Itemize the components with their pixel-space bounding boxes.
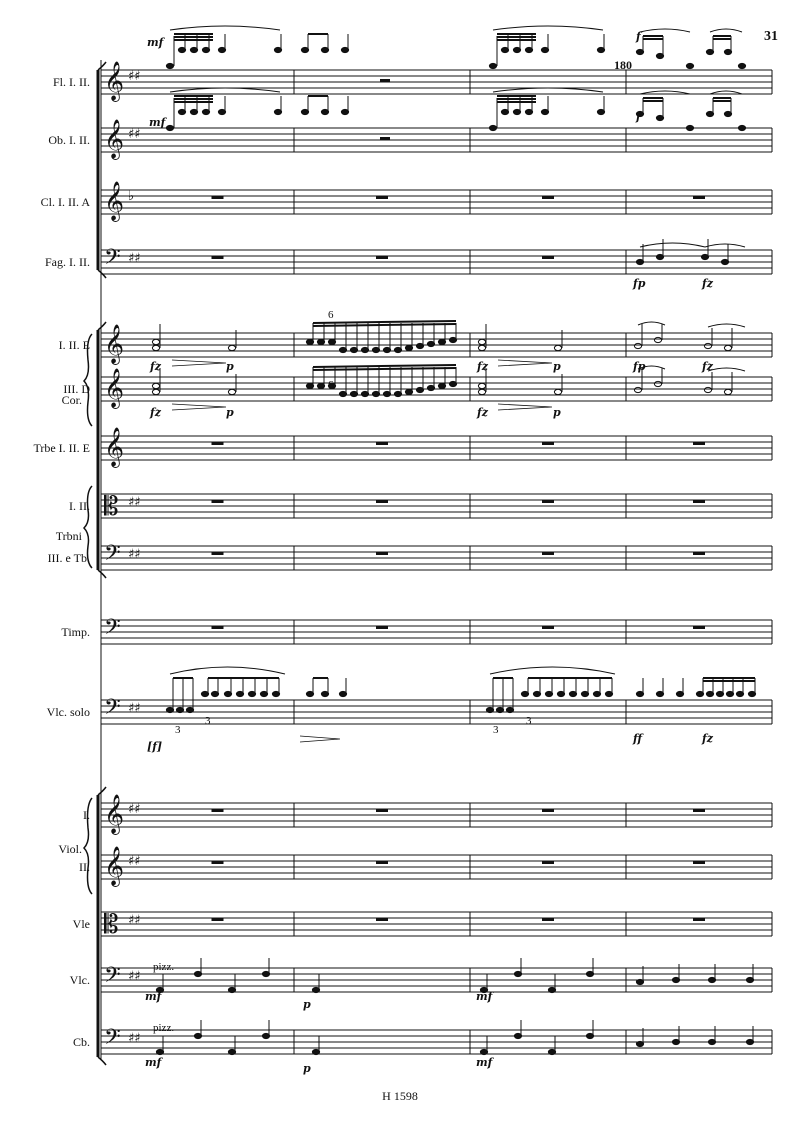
instrument-label: Ob. I. II. (48, 133, 90, 147)
key-signature: ♯♯ (128, 701, 141, 716)
note-head (738, 125, 745, 130)
slur (705, 244, 745, 247)
whole-rest (693, 196, 705, 199)
instrument-label: II. (79, 860, 90, 874)
slur (170, 667, 285, 674)
decrescendo-hairpin (172, 360, 226, 366)
treble-clef-icon: 𝄞 (104, 119, 125, 159)
whole-rest (693, 861, 705, 864)
note-head (554, 345, 561, 350)
key-signature: ♭ (128, 189, 135, 204)
pizz-cb: pizz. (153, 1022, 175, 1034)
instrument-label: III. D (63, 382, 90, 396)
treble-clef-icon: 𝄞 (104, 427, 125, 467)
whole-rest (542, 442, 554, 445)
note-head (478, 383, 485, 388)
dynamic-f-oboe: f (636, 110, 641, 123)
note-head (489, 125, 496, 130)
whole-rest (542, 861, 554, 864)
key-signature: ♯♯ (128, 913, 141, 928)
sextuplet-mark: 6 (328, 309, 334, 321)
note-head (478, 389, 485, 394)
note-head (152, 383, 159, 388)
note-head (686, 125, 693, 130)
note-head (478, 345, 485, 350)
text-markings (153, 309, 532, 1034)
half-rest (380, 79, 390, 82)
key-signature: ♯♯ (128, 802, 141, 817)
beam (313, 324, 456, 326)
group-label-violins: Viol. (58, 842, 82, 856)
treble-clef-icon: 𝄞 (104, 324, 125, 364)
key-signature: ♯♯ (128, 127, 141, 142)
dynamic-p-cor1: p (226, 360, 234, 373)
dynamic-mf-oboe: mf (149, 116, 166, 129)
bass-clef-icon: 𝄢 (104, 245, 121, 275)
dynamic-fz-cor3: fz (150, 406, 161, 419)
instrument-label: Vlc. solo (46, 705, 90, 719)
whole-rest (542, 500, 554, 503)
dynamic-mf-vlc: mf (145, 990, 162, 1003)
note-head (686, 63, 693, 68)
instrument-label: Fl. I. II. (53, 75, 90, 89)
whole-rest (212, 552, 224, 555)
whole-rest (376, 196, 388, 199)
dynamic-fz-cor1b: fz (477, 360, 488, 373)
dynamic-mf-flute: mf (147, 36, 164, 49)
whole-rest (212, 442, 224, 445)
dynamic-mf-cb2: mf (476, 1056, 493, 1069)
bar-lines (294, 70, 772, 1054)
bass-clef-icon: 𝄢 (104, 963, 121, 993)
slur (170, 26, 280, 30)
treble-clef-icon: 𝄞 (104, 794, 125, 834)
slur (708, 324, 745, 327)
triplet-mark: 3 (205, 715, 211, 727)
key-signature: ♯♯ (128, 547, 141, 562)
bass-clef-icon: 𝄢 (104, 615, 121, 645)
decrescendo-hairpin (172, 404, 226, 410)
note-head (152, 389, 159, 394)
instrument-label: Fag. I. II. (45, 255, 90, 269)
whole-rest (376, 500, 388, 503)
note-head (152, 339, 159, 344)
slur (710, 29, 742, 32)
slur (490, 667, 615, 674)
key-signature: ♯♯ (128, 1031, 141, 1046)
slur (640, 29, 690, 32)
whole-rest (542, 918, 554, 921)
whole-rest (693, 442, 705, 445)
note-head (166, 63, 173, 68)
whole-rest (376, 918, 388, 921)
whole-rest (693, 918, 705, 921)
whole-rest (542, 196, 554, 199)
rehearsal-number: 180 (614, 58, 632, 72)
instrument-labels (33, 75, 90, 1049)
whole-rest (376, 256, 388, 259)
beam (313, 365, 456, 367)
whole-rest (693, 809, 705, 812)
note-head (724, 389, 731, 394)
whole-rest (376, 809, 388, 812)
slur (640, 243, 705, 247)
slur (493, 26, 603, 30)
triplet-mark: 3 (175, 724, 181, 736)
dynamic-p-cor1b: p (553, 360, 561, 373)
note-head (228, 345, 235, 350)
decrescendo-hairpin (498, 404, 552, 410)
group-label-trombones: Trbni (55, 529, 82, 543)
note-head (166, 125, 173, 130)
key-signature: ♯♯ (128, 854, 141, 869)
slur (493, 88, 603, 92)
note-head (634, 343, 641, 348)
instrument-label: I. II. (69, 499, 90, 513)
bass-clef-icon: 𝄢 (104, 695, 121, 725)
key-signature: ♯♯ (128, 69, 141, 84)
dynamic-fp-fag: fp (633, 277, 646, 290)
treble-clef-icon: 𝄞 (104, 368, 125, 408)
instrument-label: Vlc. (69, 973, 90, 987)
whole-rest (212, 500, 224, 503)
beam (313, 321, 456, 323)
instrument-label: I. II. E (58, 338, 90, 352)
whole-rest (212, 626, 224, 629)
dynamic-fz-solo: fz (702, 732, 713, 745)
dynamic-fz-cor1: fz (150, 360, 161, 373)
instrument-label: Vle (72, 917, 90, 931)
note-head (478, 339, 485, 344)
decrescendo-hairpin (300, 736, 340, 742)
bass-clef-icon: 𝄢 (104, 541, 121, 571)
decrescendo-hairpin (498, 360, 552, 366)
whole-rest (542, 256, 554, 259)
dynamic-fz-cor3b: fz (477, 406, 488, 419)
note-head (654, 337, 661, 342)
pizz-vlc: pizz. (153, 961, 175, 973)
key-signature: ♯♯ (128, 251, 141, 266)
alto-clef-icon: 𝄡 (104, 910, 119, 940)
note-head (654, 381, 661, 386)
whole-rest (376, 626, 388, 629)
bass-clef-icon: 𝄢 (104, 1025, 121, 1055)
dynamic-p-cor3: p (226, 406, 234, 419)
note-head (634, 387, 641, 392)
dynamic-p-cb: p (303, 1062, 311, 1075)
whole-rest (693, 626, 705, 629)
instrument-label: III. e Tb. (47, 551, 90, 565)
slur (708, 368, 745, 371)
note-head (152, 345, 159, 350)
dynamic-f-flute: f (636, 30, 641, 43)
whole-rest (212, 809, 224, 812)
treble-clef-icon: 𝄞 (104, 181, 125, 221)
treble-clef-icon: 𝄞 (104, 61, 125, 101)
key-signature: ♯♯ (128, 969, 141, 984)
note-head (704, 343, 711, 348)
whole-rest (376, 442, 388, 445)
note-head (738, 63, 745, 68)
note-head (724, 345, 731, 350)
whole-rest (376, 861, 388, 864)
instrument-label: I. (83, 808, 90, 822)
beam (313, 368, 456, 370)
group-label-horns: Cor. (61, 393, 82, 407)
treble-clef-icon: 𝄞 (104, 846, 125, 886)
footer-plate-number: H 1598 (382, 1089, 418, 1103)
dynamic-mf-vlc2: mf (476, 990, 493, 1003)
woodwind-notes (152, 26, 755, 1055)
staff-lines (101, 70, 772, 1054)
tenor-clef-icon: 𝄡 (104, 492, 119, 522)
triplet-mark: 3 (526, 715, 532, 727)
instrument-label: Cl. I. II. A (40, 195, 90, 209)
instrument-label: Trbe I. II. E (33, 441, 90, 455)
half-rest (380, 137, 390, 140)
note-head (554, 389, 561, 394)
dynamic-p-vlc: p (303, 998, 311, 1011)
whole-rest (212, 196, 224, 199)
page-number: 31 (764, 29, 778, 44)
dynamic-fz-cor: fz (702, 360, 713, 373)
whole-rest (212, 861, 224, 864)
dynamic-fp-cor: fp (633, 360, 646, 373)
whole-rest (693, 552, 705, 555)
whole-rest (376, 552, 388, 555)
whole-rest (212, 918, 224, 921)
whole-rest (693, 500, 705, 503)
key-signature: ♯♯ (128, 495, 141, 510)
dynamic-f-solo: [f] (147, 740, 163, 753)
dynamic-p-cor3b: p (553, 406, 561, 419)
instrument-label: Timp. (61, 625, 90, 639)
note-head (704, 387, 711, 392)
instrument-label: Cb. (72, 1035, 90, 1049)
slur (170, 88, 280, 92)
dynamic-mf-cb: mf (145, 1056, 162, 1069)
whole-rest (542, 809, 554, 812)
sextuplet-mark: 6 (328, 379, 334, 391)
note-head (489, 63, 496, 68)
note-head (228, 389, 235, 394)
whole-rest (542, 552, 554, 555)
whole-rest (212, 256, 224, 259)
whole-rest (542, 626, 554, 629)
dynamic-fz-fag: fz (702, 277, 713, 290)
triplet-mark: 3 (493, 724, 499, 736)
dynamic-ff-solo: ff (633, 732, 643, 745)
